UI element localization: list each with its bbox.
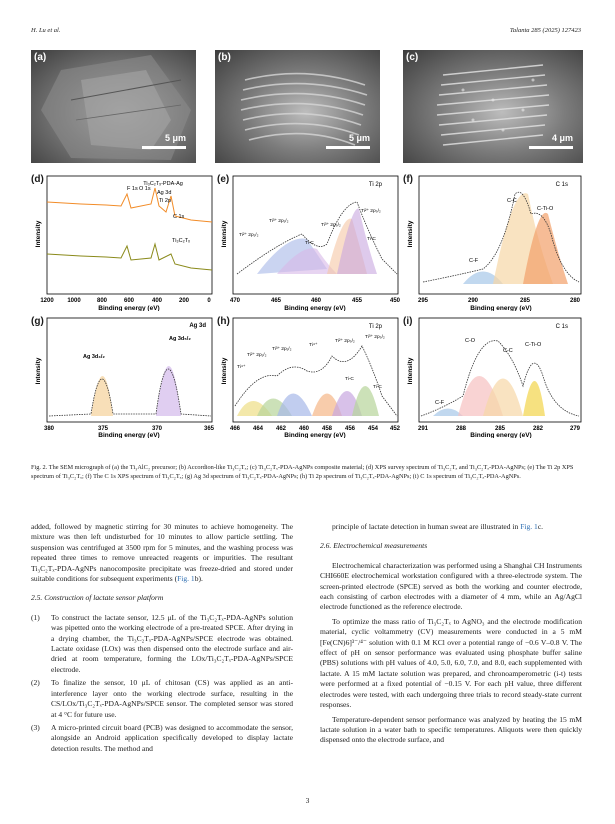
figure-2 — [31, 50, 583, 438]
panel-label: (g) — [31, 316, 44, 327]
x-tick: 285 — [494, 426, 506, 432]
panel-label: (e) — [217, 174, 230, 185]
x-axis-label: Binding energy (eV) — [470, 432, 532, 438]
x-tick: 280 — [569, 298, 581, 304]
x-tick: 1200 — [40, 298, 54, 304]
y-axis-label: Intensity — [35, 357, 42, 385]
list-item — [31, 678, 293, 720]
paragraph — [31, 522, 293, 584]
list-item — [31, 613, 293, 675]
x-axis-label: Binding energy (eV) — [470, 305, 532, 311]
peak-label: C-F — [469, 258, 479, 264]
peak-label: C-C — [503, 348, 513, 354]
scale-text: 5 μm — [348, 133, 370, 143]
x-tick: 370 — [151, 426, 163, 432]
peak-label: Ti⁴⁺ — [309, 343, 318, 348]
panel-label: (h) — [217, 316, 230, 327]
list-text: A micro-printed circuit board (PCB) was designed to accommodate the sensor, alongside an Android application specifically developed to display lactate detection results. The method and — [51, 722, 293, 753]
peak-label: C-Ti-O — [525, 342, 542, 348]
x-tick: 466 — [229, 426, 241, 432]
list-number: (2) — [31, 678, 40, 688]
running-header-authors: H. Lu et al. — [31, 27, 61, 34]
panel-i-c1s — [403, 316, 583, 438]
x-tick: 290 — [467, 298, 479, 304]
x-tick: 291 — [417, 426, 429, 432]
peak-label: Ti-C — [367, 237, 376, 242]
y-axis-label: Intensity — [407, 357, 414, 385]
left-column — [31, 522, 293, 757]
x-tick: 470 — [229, 298, 241, 304]
scale-bar — [326, 146, 370, 149]
panel-label: (d) — [31, 174, 44, 185]
peak-label: C-O — [465, 338, 476, 344]
sem-image-b — [215, 50, 380, 163]
right-column — [320, 522, 582, 750]
panel-title: Ag 3d — [189, 323, 206, 329]
peak-label: Ti²⁺ 2p₁/₂ — [247, 353, 267, 358]
peak-label: Ti³⁺ 2p₁/₂ — [269, 219, 289, 224]
x-tick: 465 — [270, 298, 282, 304]
paragraph-text: c. — [537, 522, 544, 531]
panel-e-ti2p — [217, 174, 401, 311]
sem-label: (c) — [406, 52, 419, 63]
x-tick: 458 — [321, 426, 333, 432]
peak-label: Ti-C — [345, 377, 354, 382]
paragraph — [320, 522, 582, 532]
peak-label: Ti-C — [305, 241, 314, 246]
sem-label: (b) — [218, 52, 231, 63]
peak-label: C-C — [507, 198, 517, 204]
panel-title: C 1s — [555, 324, 568, 330]
x-tick: 400 — [151, 298, 163, 304]
panel-f-c1s — [403, 174, 583, 311]
x-tick: 464 — [252, 426, 264, 432]
scale-bar — [529, 146, 573, 149]
panel-label: (f) — [403, 174, 413, 185]
x-tick: 450 — [389, 298, 401, 304]
peak-label: Ti²⁺ 2p₁/₂ — [239, 233, 259, 238]
panel-subtitle: Ti₃C₂Tₓ — [172, 238, 190, 244]
peak-label: Ti 2p — [159, 198, 172, 204]
figure-link[interactable]: Fig. 1 — [177, 574, 195, 584]
peak-label: Ag 3d₅/₂ — [169, 336, 191, 342]
scale-text: 4 μm — [551, 133, 573, 143]
list-text: To construct the lactate sensor, 12.5 μL of the Ti₃C₂Tₓ-PDA-AgNPs solution was pipetted onto the working electrode of a pre-treated SPCE. After drying in a drying chamber, the Ti₃C₂Tₓ-PDA-AgNPs/SPCE electrode was obtained. Lactate oxidase (LOx) was then dispensed onto the electrode surface and air-dried at room temperature, forming the LOx/Ti₃C₂Tₓ-PDA-AgNPs/SPCE electrode. — [51, 612, 293, 674]
sem-label: (a) — [34, 52, 47, 63]
x-tick: 1000 — [67, 298, 81, 304]
x-tick: 462 — [275, 426, 287, 432]
y-axis-label: Intensity — [221, 357, 228, 385]
x-tick: 279 — [569, 426, 581, 432]
list-number: (3) — [31, 722, 40, 732]
y-axis-label: Intensity — [221, 220, 228, 248]
panel-g-ag3d — [31, 316, 215, 438]
peak-label: Ag 3d₃/₂ — [83, 354, 105, 360]
list-text: To finalize the sensor, 10 μL of chitosan (CS) was applied as an anti-interference layer onto the working electrode surface, resulting in the CS/LOx/Ti₃C₂Tₓ-PDA-AgNPs/SPCE sensor. The completed sensor was stored at 4 °C for future use. — [51, 678, 293, 719]
figure-caption: Fig. 2. The SEM micrograph of (a) the Ti₃AlC₂ precursor; (b) Accordion-like Ti₃C₂Tₓ; (c) Ti₃C₂Tₓ-PDA-AgNPs composite material; (d) XPS survey spectrum of Ti₃C₂Tₓ and Ti₃C₂Tₓ-PDA-AgNPs; (e) The Ti 2p XPS spectrum of Ti₃C₂Tₓ; (f) The C 1s XPS spectrum of Ti₃C₂Tₓ; (g) Ag 3d spectrum of Ti₃C₂Tₓ-PDA-AgNPs; (h) Ti 2p spectrum of Ti₃C₂Tₓ-PDA-AgNPs; (i) C 1s spectrum of Ti₃C₂Tₓ-PDA-AgNPs. — [31, 464, 574, 480]
figure-link[interactable]: Fig. 1 — [520, 522, 538, 531]
panel-d-survey — [31, 174, 215, 311]
paragraph: Electrochemical characterization was performed using a Shanghai CH Instruments CHI660E electrochemical workstation configured with a three-electrode system. The screen-printed electrode (SPCE) served as both the working and counter electrode, each consisting of carbon electrodes with a diameter of 4 mm, while an Ag/AgCl electrode functioned as the reference electrode. — [320, 560, 582, 612]
paragraph-text: added, followed by magnetic stirring for 30 minutes to achieve homogeneity. The mixture was then left undisturbed for 10 minutes to allow particle settling. The suspension was centrifuged at 3500 rpm for 5 minutes, and the washing process was repeated three times to remove unreacted reagents or impurities. The resultant Ti₃C₂Tₓ-PDA-AgNPs nanocomposite precipitate was freeze-dried and stored under suitable conditions for subsequent experiments ( — [31, 522, 293, 584]
x-tick: 460 — [310, 298, 322, 304]
peak-label: Ti³⁺ 2p₁/₂ — [272, 347, 292, 352]
peak-label: C-F — [435, 400, 445, 406]
paragraph: To optimize the mass ratio of Ti₃C₂Tₓ to AgNO₃ and the electrode modification material, cyclic voltammetry (CV) measurements were conducted in a 5 mM [Fe(CN)6]³⁻/⁴⁻ solution with 0.1 M KCl over a potential range of −0.6 V–0.8 V. The effect of pH on sensor performance was evaluated using phosphate buffer saline (PBS) solutions with pH values of 4.0, 5.0, 6.0, 7.0, and 8.0, each supplemented with lactate. A 15 mM lactate solution was prepared, and chronoamperometric (i-t) tests were performed at a fixed potential of −0.15 V. For each pH value, three different electrodes were tested, with each undergoing three trials to record steady-state current responses. — [320, 616, 582, 710]
peak-label: O 1s — [139, 186, 151, 192]
scale-bar — [142, 146, 186, 149]
x-tick: 454 — [367, 426, 379, 432]
x-tick: 295 — [417, 298, 429, 304]
peak-label: C-Ti-O — [537, 206, 554, 212]
page-number: 3 — [305, 796, 310, 805]
x-axis-label: Binding energy (eV) — [284, 305, 346, 311]
x-tick: 456 — [344, 426, 356, 432]
panel-h-ti2p — [217, 316, 401, 438]
list-number: (1) — [31, 612, 40, 622]
panel-title: Ti 2p — [368, 324, 382, 330]
peak-label: Ti²⁺ 2p₃/₂ — [335, 339, 355, 344]
panel-title: Ti 2p — [368, 182, 382, 188]
x-tick: 288 — [455, 426, 467, 432]
peak-label: Ti³⁺ 2p₃/₂ — [365, 335, 385, 340]
list-item — [31, 723, 293, 754]
panel-label: (i) — [403, 316, 413, 327]
paragraph: Temperature-dependent sensor performance was analyzed by heating the 15 mM lactate solution in a water bath to specific temperatures. Aliquots were then quickly dispensed onto the electrode surface, and — [320, 714, 582, 745]
x-tick: 800 — [96, 298, 108, 304]
peak-label: Ti³⁺ 2p₃/₂ — [321, 223, 341, 228]
section-heading: 2.5. Construction of lactate sensor platform — [31, 593, 164, 603]
y-axis-label: Intensity — [407, 220, 414, 248]
panel-title: Ti₃C₂Tₓ-PDA-Ag — [143, 181, 183, 187]
peak-label: C 1s — [173, 214, 185, 220]
x-tick: 282 — [532, 426, 544, 432]
panel-title: C 1s — [555, 182, 568, 188]
peak-label: Ag 3d — [157, 190, 172, 196]
x-tick: 455 — [351, 298, 363, 304]
sem-image-c — [403, 50, 583, 163]
running-header-journal: Talanta 285 (2025) 127423 — [509, 27, 581, 34]
y-axis-label: Intensity — [35, 220, 42, 248]
x-tick: 375 — [97, 426, 109, 432]
paragraph-text: b). — [194, 574, 203, 584]
x-tick: 452 — [389, 426, 401, 432]
section-heading: 2.6. Electrochemical measurements — [320, 541, 428, 551]
sem-image-a — [31, 50, 196, 163]
paragraph-text: principle of lactate detection in human sweat are illustrated in — [332, 522, 521, 531]
peak-label: F 1s — [127, 186, 138, 192]
x-tick: 600 — [123, 298, 135, 304]
x-tick: 380 — [43, 426, 55, 432]
x-tick: 200 — [178, 298, 190, 304]
x-tick: 365 — [203, 426, 215, 432]
x-tick: 460 — [298, 426, 310, 432]
x-axis-label: Binding energy (eV) — [284, 432, 346, 438]
x-axis-label: Binding energy (eV) — [98, 305, 160, 311]
x-axis-label: Binding energy (eV) — [98, 432, 160, 438]
peak-label: Ti-C — [373, 385, 382, 390]
scale-text: 5 μm — [164, 133, 186, 143]
peak-label: Ti²⁺ 2p₃/₂ — [361, 209, 381, 214]
x-tick: 285 — [519, 298, 531, 304]
x-tick: 0 — [207, 298, 211, 304]
peak-label: Ti⁴⁺ — [237, 365, 246, 370]
